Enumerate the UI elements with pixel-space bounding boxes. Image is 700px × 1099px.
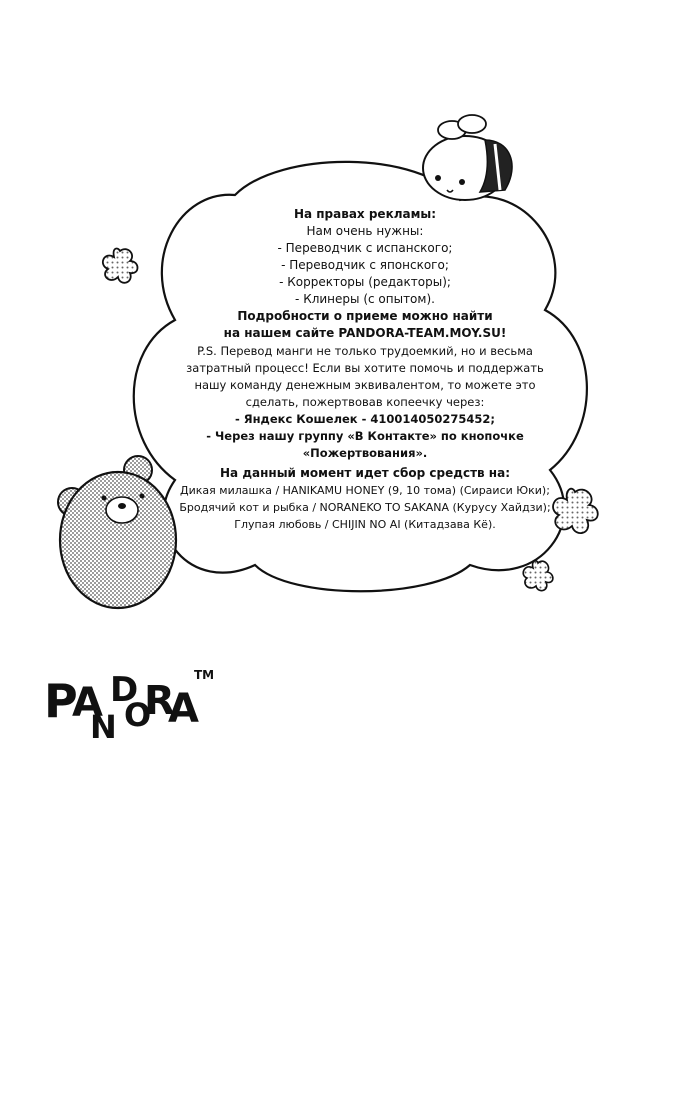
fundraising-item: Бродячий кот и рыбка / NORANEKO TO SAKANA (Курусу Хайдзи);	[179, 501, 551, 514]
vk-donate-line: - Через нашу группу «В Контакте» по кнопочке	[206, 429, 524, 443]
fundraising-item: Глупая любовь / CHIJIN NO AI (Китадзава Кё).	[234, 518, 496, 531]
ps-line: нашу команду денежным эквивалентом, то можете это	[194, 378, 536, 392]
bear-character-icon	[58, 456, 176, 608]
vk-donate-button-label: «Пожертвования».	[302, 446, 428, 460]
logo-letter: R	[144, 678, 175, 724]
ps-line: сделать, пожертвовав копеечку через:	[245, 395, 485, 409]
need-item: - Переводчик с японского;	[281, 258, 449, 272]
logo-letter: O	[124, 696, 152, 734]
need-item: - Переводчик с испанского;	[277, 241, 453, 255]
fundraising-heading: На данный момент идет сбор средств на:	[220, 466, 510, 480]
flower-left-icon	[103, 249, 138, 283]
fundraising-item: Дикая милашка / HANIKAMU HONEY (9, 10 тома) (Сираиси Юки);	[180, 484, 550, 497]
need-item: - Корректоры (редакторы);	[279, 275, 451, 289]
bee-character-icon	[423, 115, 512, 200]
logo-letter: A	[168, 686, 199, 732]
ad-intro: Нам очень нужны:	[306, 224, 424, 238]
ps-line: P.S. Перевод манги не только трудоемкий, но и весьма	[197, 344, 533, 358]
ad-heading: На правах рекламы:	[293, 207, 437, 221]
logo-letter: D	[110, 670, 139, 710]
details-line: Подробности о приеме можно найти	[237, 309, 493, 323]
logo-letter: A	[72, 680, 103, 726]
recruitment-block	[175, 206, 555, 342]
logo-letter: P	[44, 674, 78, 728]
need-item: - Клинеры (с опытом).	[295, 292, 435, 306]
ps-line: затратный процесс! Если вы хотите помочь и поддержать	[186, 361, 544, 375]
site-link[interactable]: на нашем сайте PANDORA-TEAM.MOY.SU!	[223, 326, 507, 340]
fundraising-block	[170, 465, 560, 533]
logo-letter: N	[90, 708, 117, 746]
donation-block	[175, 343, 555, 462]
trademark: TM	[194, 668, 215, 682]
yandex-wallet: - Яндекс Кошелек - 410014050275452;	[234, 412, 496, 426]
pandora-logo	[44, 668, 215, 750]
